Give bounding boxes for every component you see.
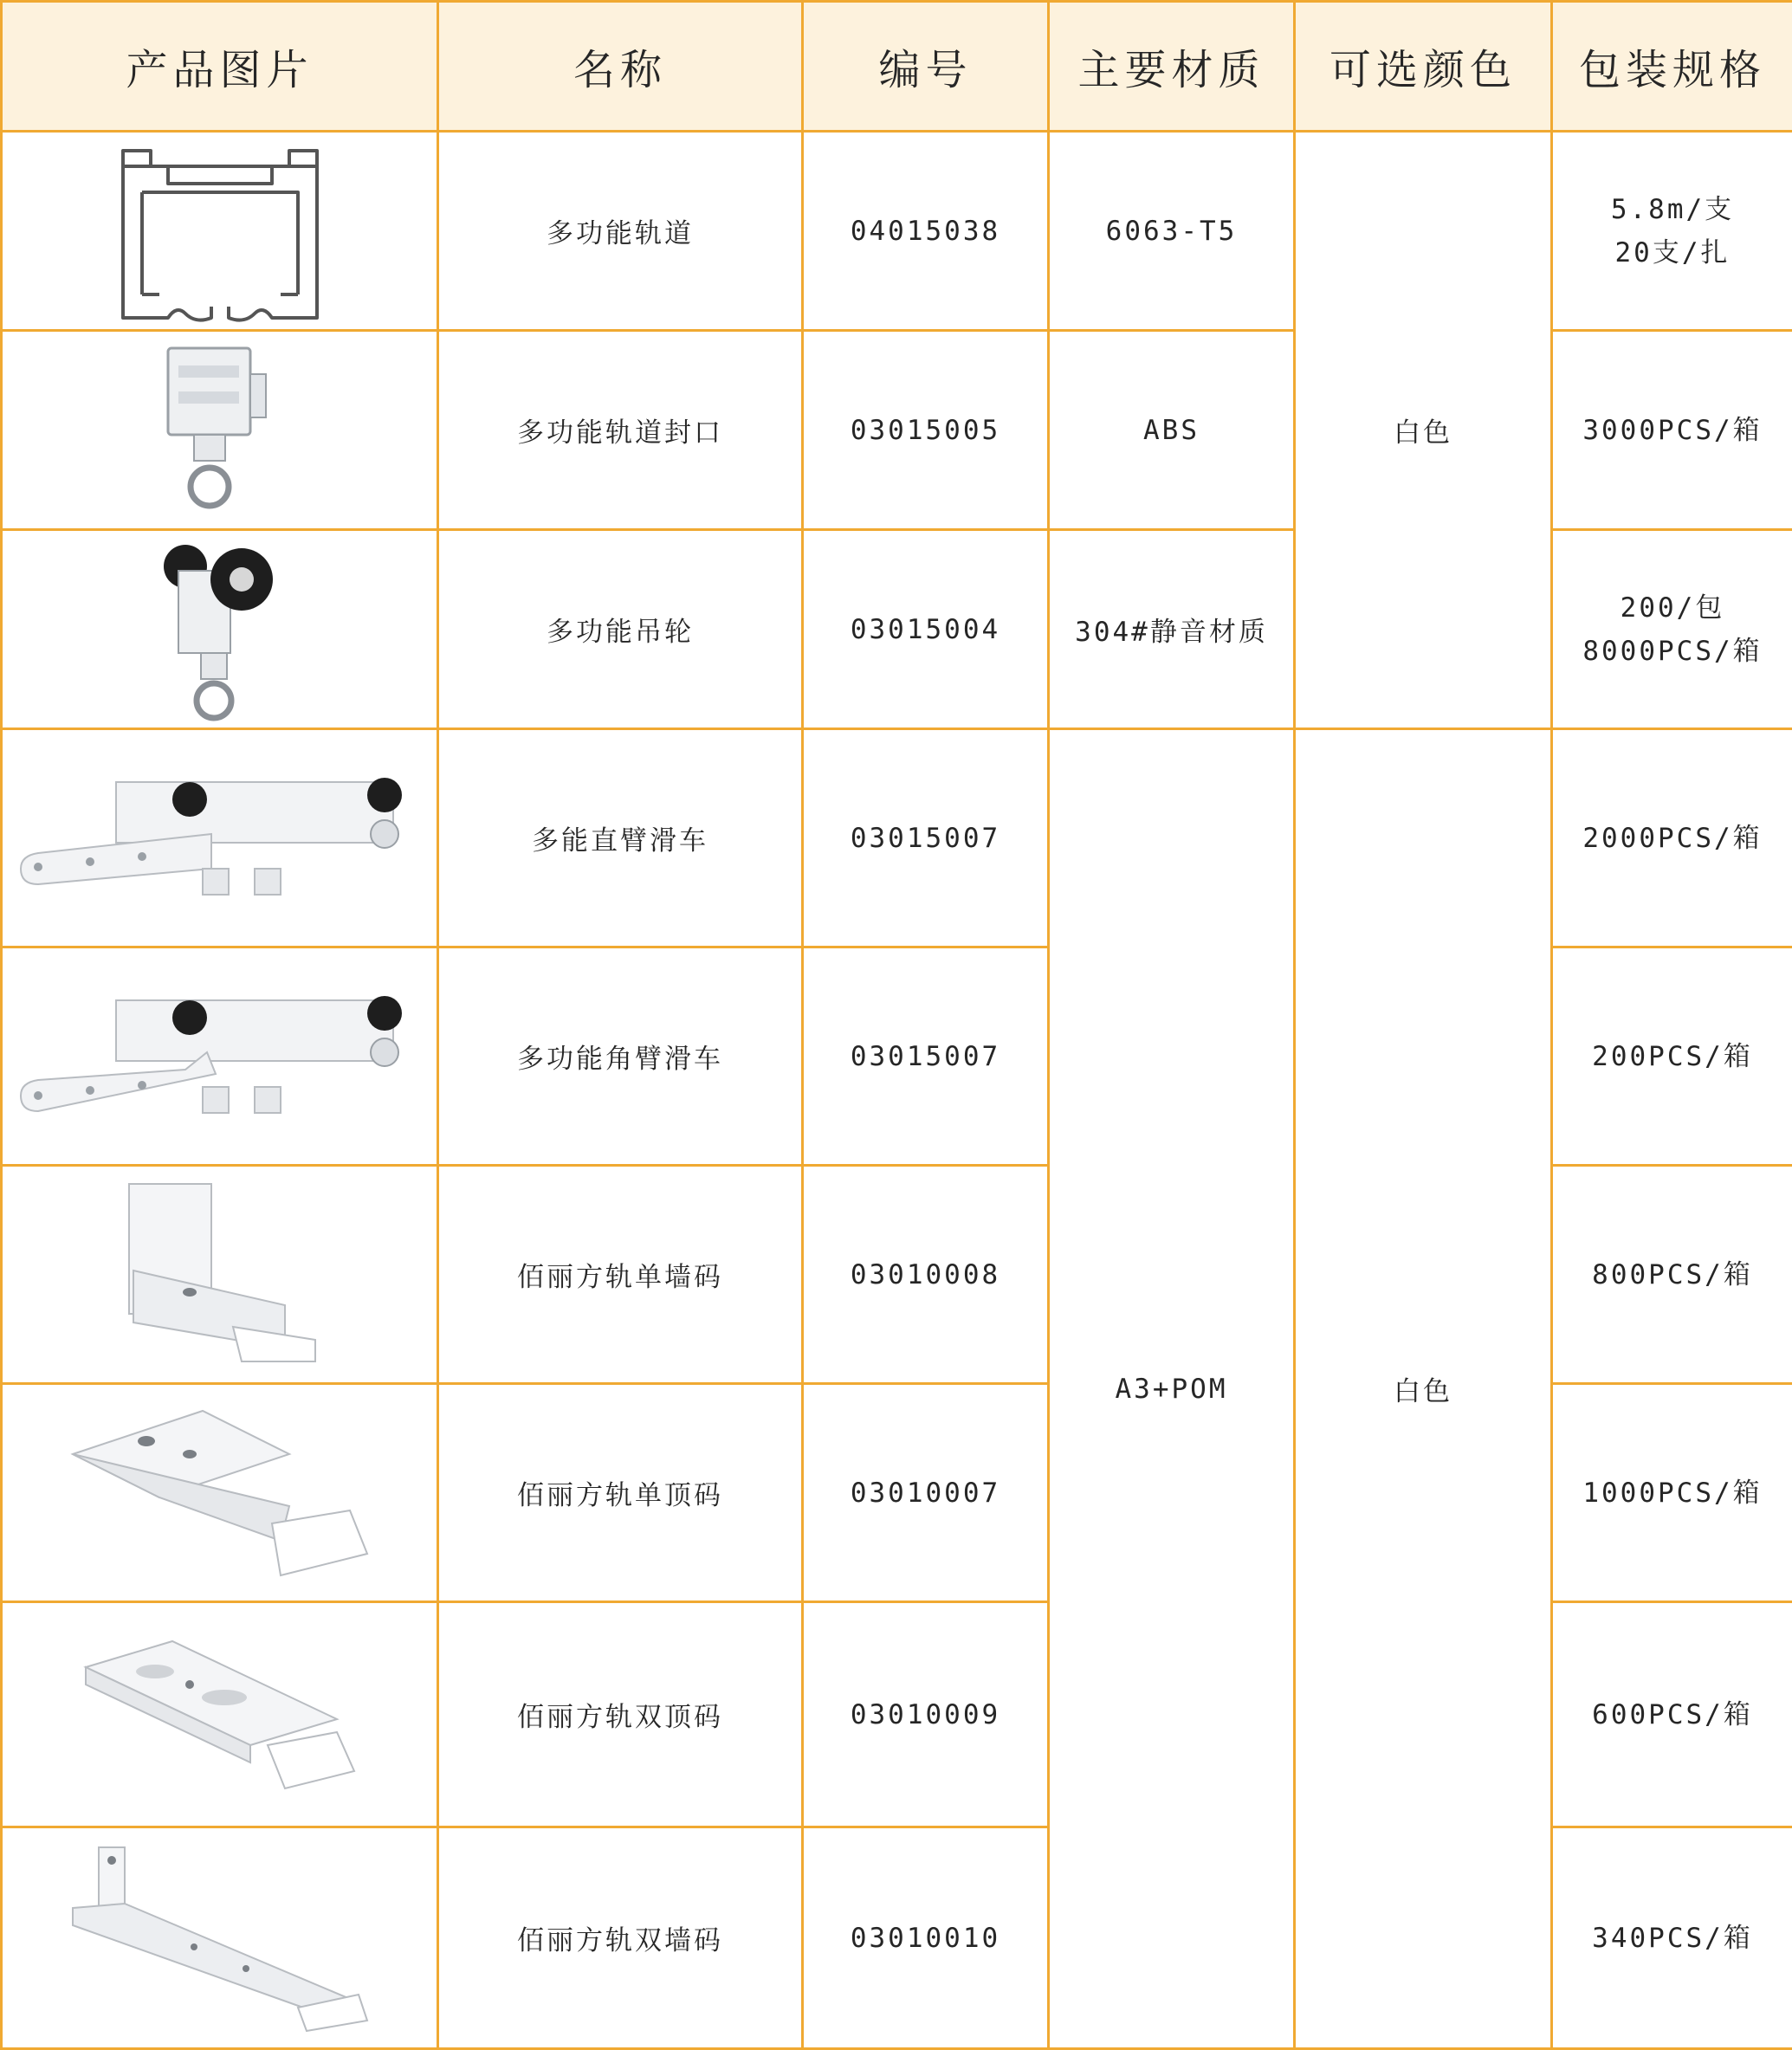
product-material: A3+POM	[1049, 729, 1295, 2049]
product-name: 多功能轨道	[438, 132, 803, 331]
single-wall-bracket-icon	[120, 1175, 320, 1374]
product-image-cell	[2, 1384, 438, 1602]
product-image-cell	[2, 331, 438, 530]
product-code: 03010010	[803, 1827, 1049, 2049]
angle-arm-carrier-icon	[12, 992, 428, 1122]
product-name: 佰丽方轨单墙码	[438, 1166, 803, 1384]
packing-line: 5.8m/支	[1553, 188, 1792, 231]
product-name: 佰丽方轨双顶码	[438, 1602, 803, 1827]
product-image-cell	[2, 1827, 438, 2049]
double-ceiling-bracket-icon	[77, 1633, 363, 1797]
product-packing	[1552, 947, 1792, 1166]
double-wall-bracket-icon	[64, 1839, 376, 2038]
product-code: 03015004	[803, 530, 1049, 729]
header-name: 名称	[438, 2, 803, 132]
product-code: 03015007	[803, 947, 1049, 1166]
product-packing	[1552, 1602, 1792, 1827]
packing-line: 200/包	[1553, 586, 1792, 630]
single-ceiling-bracket-icon	[64, 1402, 376, 1584]
header-color: 可选颜色	[1295, 2, 1552, 132]
product-name: 佰丽方轨双墙码	[438, 1827, 803, 2049]
product-code: 03010009	[803, 1602, 1049, 1827]
packing-line: 800PCS/箱	[1553, 1253, 1792, 1297]
packing-line: 20支/扎	[1553, 231, 1792, 275]
product-packing	[1552, 1166, 1792, 1384]
table-row	[2, 132, 1792, 331]
packing-line: 3000PCS/箱	[1553, 409, 1792, 452]
packing-line: 2000PCS/箱	[1553, 817, 1792, 860]
product-code: 04015038	[803, 132, 1049, 331]
packing-line: 600PCS/箱	[1553, 1693, 1792, 1736]
product-image-cell	[2, 1602, 438, 1827]
product-packing	[1552, 729, 1792, 947]
product-code: 03010008	[803, 1166, 1049, 1384]
product-name: 多能直臂滑车	[438, 729, 803, 947]
product-image-cell	[2, 132, 438, 331]
header-row	[2, 2, 1792, 132]
packing-line: 8000PCS/箱	[1553, 630, 1792, 673]
product-packing	[1552, 1827, 1792, 2049]
product-material: ABS	[1049, 331, 1295, 530]
header-code: 编号	[803, 2, 1049, 132]
product-image-cell	[2, 947, 438, 1166]
track-end-cap-icon	[159, 340, 281, 521]
product-code: 03015005	[803, 331, 1049, 530]
table-row	[2, 729, 1792, 947]
product-code: 03010007	[803, 1384, 1049, 1602]
product-image-cell	[2, 530, 438, 729]
packing-line: 1000PCS/箱	[1553, 1471, 1792, 1515]
product-material: 304#静音材质	[1049, 530, 1295, 729]
product-color: 白色	[1295, 132, 1552, 729]
product-code: 03015007	[803, 729, 1049, 947]
straight-arm-carrier-icon	[12, 773, 428, 903]
header-material: 主要材质	[1049, 2, 1295, 132]
product-material: 6063-T5	[1049, 132, 1295, 331]
product-packing	[1552, 530, 1792, 729]
product-color: 白色	[1295, 729, 1552, 2049]
product-packing	[1552, 132, 1792, 331]
packing-line: 200PCS/箱	[1553, 1035, 1792, 1078]
header-image: 产品图片	[2, 2, 438, 132]
product-name: 多功能吊轮	[438, 530, 803, 729]
packing-line: 340PCS/箱	[1553, 1917, 1792, 1960]
product-name: 佰丽方轨单顶码	[438, 1384, 803, 1602]
product-packing	[1552, 1384, 1792, 1602]
track-profile-icon	[116, 140, 324, 322]
product-name: 多功能角臂滑车	[438, 947, 803, 1166]
hanging-wheel-icon	[159, 536, 281, 722]
product-image-cell	[2, 729, 438, 947]
product-name: 多功能轨道封口	[438, 331, 803, 530]
product-packing	[1552, 331, 1792, 530]
product-image-cell	[2, 1166, 438, 1384]
header-packing: 包装规格	[1552, 2, 1792, 132]
